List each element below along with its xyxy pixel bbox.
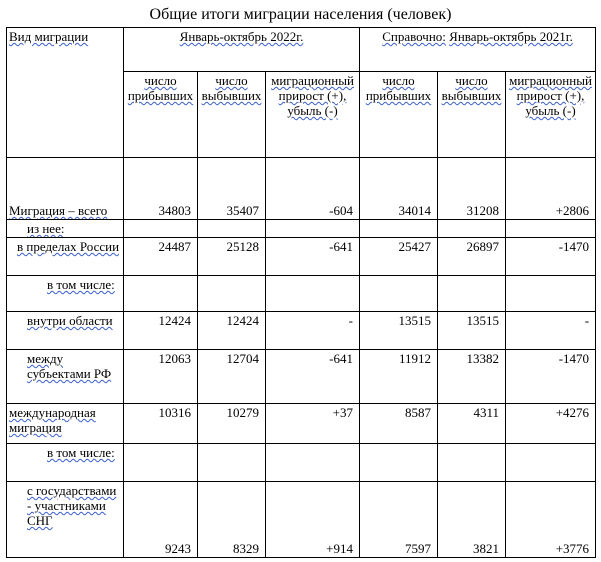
row-label: международная миграция [7, 404, 124, 444]
cell [506, 220, 596, 238]
cell [124, 220, 198, 238]
table-row [7, 482, 596, 558]
header-arrivals-2021: число прибывших [360, 72, 438, 158]
cell: 34803 [124, 158, 198, 220]
cell: 9243 [124, 482, 198, 558]
cell [266, 276, 360, 312]
table-row [7, 312, 596, 350]
header-row-1 [7, 28, 596, 72]
cell: 25427 [360, 238, 438, 276]
cell: +3776 [506, 482, 596, 558]
table-row [7, 350, 596, 404]
row-label: в том числе: [7, 276, 124, 312]
cell: - [506, 312, 596, 350]
table-row [7, 220, 596, 238]
cell: 10279 [198, 404, 266, 444]
table-row [7, 238, 596, 276]
header-departures-2021: число выбывших [438, 72, 506, 158]
table-row [7, 444, 596, 482]
row-label: Миграция – всего [7, 158, 124, 220]
header-type: Вид миграции [7, 28, 124, 158]
cell [266, 220, 360, 238]
cell: -604 [266, 158, 360, 220]
cell [506, 276, 596, 312]
cell [360, 220, 438, 238]
cell: - [266, 312, 360, 350]
cell [438, 276, 506, 312]
migration-table [6, 27, 596, 558]
cell: 3821 [438, 482, 506, 558]
cell: +4276 [506, 404, 596, 444]
cell [198, 276, 266, 312]
header-period-ref: Справочно: Январь-октябрь 2021г. [360, 28, 596, 72]
cell: -641 [266, 238, 360, 276]
cell: 26897 [438, 238, 506, 276]
header-arrivals-2022: число прибывших [124, 72, 198, 158]
cell: 8587 [360, 404, 438, 444]
header-net-2021: миграционный прирост (+), убыль (-) [506, 72, 596, 158]
cell [124, 276, 198, 312]
cell: 7597 [360, 482, 438, 558]
cell: 8329 [198, 482, 266, 558]
cell [360, 444, 438, 482]
header-period-current: Январь-октябрь 2022г. [124, 28, 360, 72]
header-departures-2022: число выбывших [198, 72, 266, 158]
page-title: Общие итоги миграции населения (человек) [149, 6, 452, 23]
cell [124, 444, 198, 482]
cell: 12424 [198, 312, 266, 350]
cell [266, 444, 360, 482]
cell: 12063 [124, 350, 198, 404]
cell: 13515 [438, 312, 506, 350]
cell [506, 444, 596, 482]
cell [438, 444, 506, 482]
cell: 31208 [438, 158, 506, 220]
cell: 12704 [198, 350, 266, 404]
cell: -1470 [506, 238, 596, 276]
cell: 13515 [360, 312, 438, 350]
cell: 11912 [360, 350, 438, 404]
cell: 13382 [438, 350, 506, 404]
table-row [7, 158, 596, 220]
cell [198, 220, 266, 238]
cell: 10316 [124, 404, 198, 444]
cell: +914 [266, 482, 360, 558]
cell: 25128 [198, 238, 266, 276]
row-label: из нее: [7, 220, 124, 238]
cell: +37 [266, 404, 360, 444]
cell: 4311 [438, 404, 506, 444]
table-row [7, 276, 596, 312]
cell: -1470 [506, 350, 596, 404]
cell [360, 276, 438, 312]
cell: -641 [266, 350, 360, 404]
row-label: внутри области [7, 312, 124, 350]
cell [198, 444, 266, 482]
cell: 12424 [124, 312, 198, 350]
row-label: в пределах России [7, 238, 124, 276]
cell: 35407 [198, 158, 266, 220]
header-net-2022: миграционный прирост (+), убыль (-) [266, 72, 360, 158]
cell [438, 220, 506, 238]
row-label: с государствами - участниками СНГ [7, 482, 124, 558]
table-row [7, 404, 596, 444]
cell: 24487 [124, 238, 198, 276]
row-label: в том числе: [7, 444, 124, 482]
cell: +2806 [506, 158, 596, 220]
cell: 34014 [360, 158, 438, 220]
row-label: между субъектами РФ [7, 350, 124, 404]
